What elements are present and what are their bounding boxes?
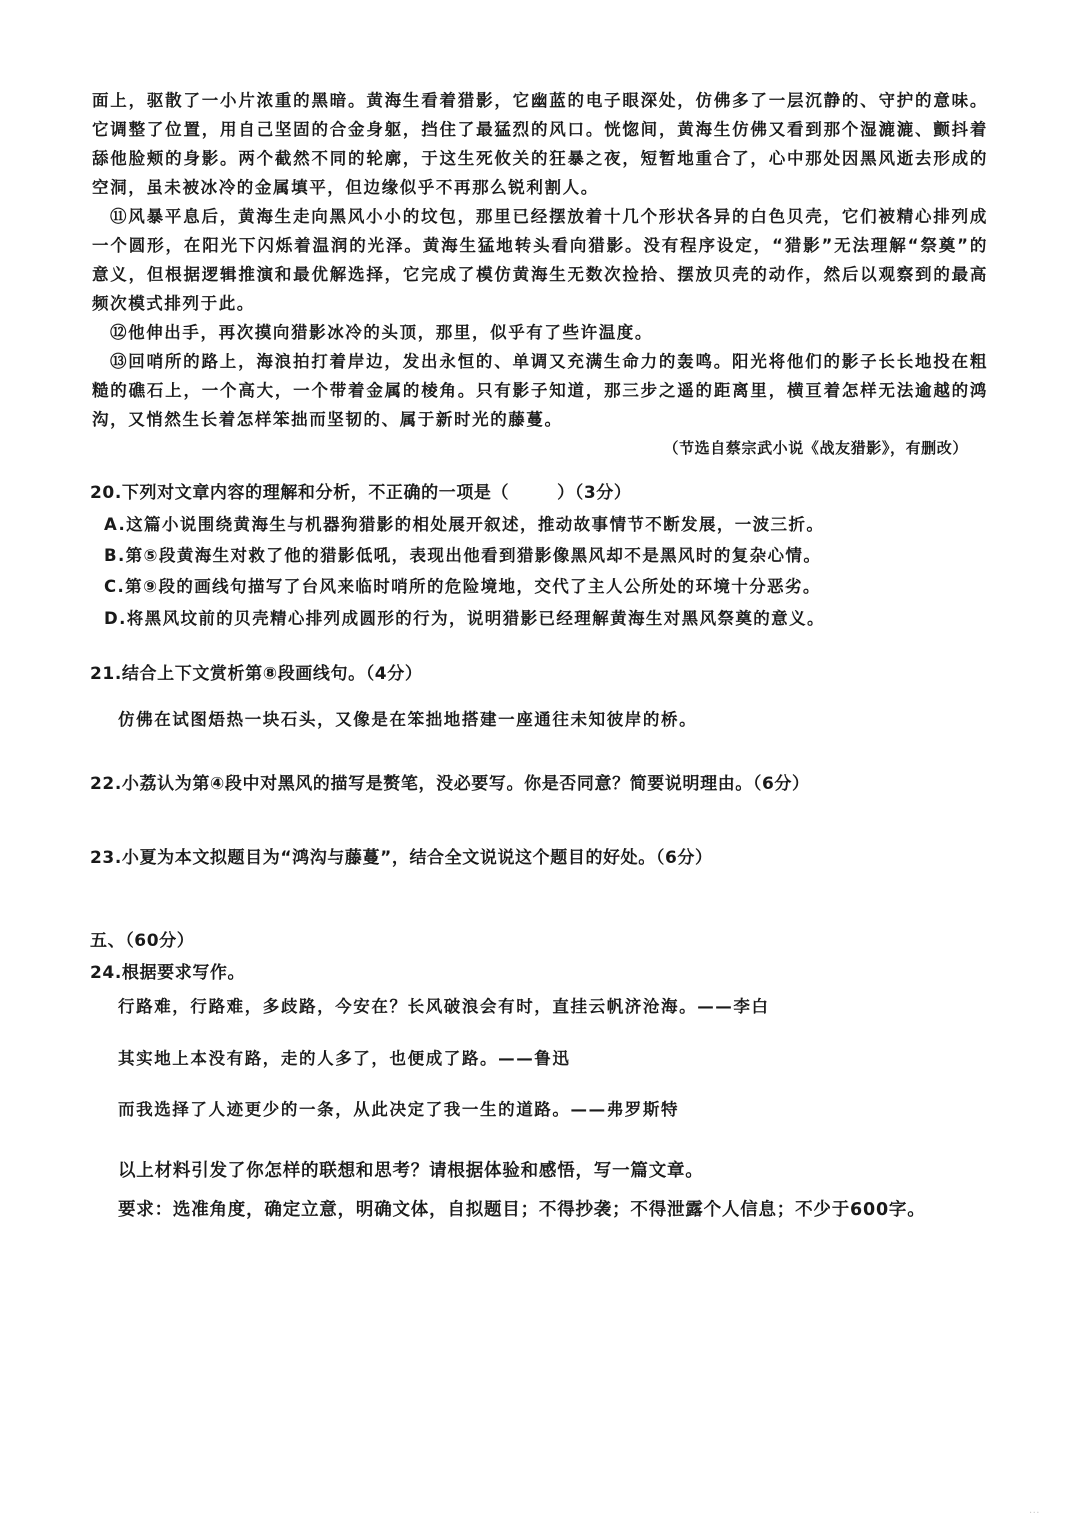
question-20-stem-end: ）（3分）	[557, 483, 632, 503]
passage-paragraph-continued: 面上，驱散了一小片浓重的黑暗。黄海生看着猎影，它幽蓝的电子眼深处，仿佛多了一层沉静的、守护的意味。它调整了位置，用自己坚固的合金身躯，挡住了最猛烈的风口。恍惚间，黄海生仿佛又看到那个湿漉漉、颤抖着舔他脸颊的身影。两个截然不同的轮廓，于这生死攸关的狂暴之夜，短暂地重合了，心中那处因黑风逝去形成的空洞，虽未被冰冷的金属填平，但边缘似乎不再那么锐利割人。	[92, 91, 988, 197]
question-20-option-d: D.将黑风坟前的贝壳精心排列成圆形的行为，说明猎影已经理解黄海生对黑风祭奠的意义。	[104, 609, 825, 628]
question-21-quote: 仿佛在试图焐热一块石头，又像是在笨拙地搭建一座通往未知彼岸的桥。	[118, 710, 698, 729]
question-21-stem: 21.结合上下文赏析第⑧段画线句。（4分）	[90, 664, 423, 684]
passage-paragraph-12: ⑫他伸出手，再次摸向猎影冰冷的头顶，那里，似乎有了些许温度。	[110, 323, 653, 342]
writing-material-quote-2: 其实地上本没有路，走的人多了，也便成了路。——鲁迅	[118, 1049, 571, 1068]
section-5-heading: 五、（60分）	[90, 931, 195, 951]
writing-material-quote-1: 行路难，行路难，多歧路，今安在？长风破浪会有时，直挂云帆济沧海。——李白	[118, 997, 770, 1016]
question-24-stem: 24.根据要求写作。	[90, 963, 246, 983]
corner-watermark: ···	[1028, 1508, 1040, 1519]
question-22-stem: 22.小荔认为第④段中对黑风的描写是赘笔，没必要写。你是否同意？简要说明理由。（6分）	[90, 774, 810, 794]
writing-material-quote-3: 而我选择了人迹更少的一条，从此决定了我一生的道路。——弗罗斯特	[118, 1100, 680, 1119]
question-23-stem: 23.小夏为本文拟题目为“鸿沟与藤蔓”，结合全文说说这个题目的好处。（6分）	[90, 848, 713, 868]
passage-paragraph-13: ⑬回哨所的路上，海浪拍打着岸边，发出永恒的、单调又充满生命力的轰鸣。阳光将他们的影子长长地投在粗糙的礁石上，一个高大，一个带着金属的棱角。只有影子知道，那三步之遥的距离里，横亘着怎样无法逾越的鸿沟，又悄然生长着怎样笨拙而坚韧的、属于新时光的藤蔓。	[92, 352, 988, 429]
writing-requirements: 要求：选准角度，确定立意，明确文体，自拟题目；不得抄袭；不得泄露个人信息；不少于600字。	[118, 1200, 926, 1220]
question-20-option-a: A.这篇小说围绕黄海生与机器狗猎影的相处展开叙述，推动故事情节不断发展，一波三折。	[104, 515, 825, 534]
question-20-stem	[90, 480, 631, 506]
question-20-stem-start: 20.下列对文章内容的理解和分析，不正确的一项是（	[90, 483, 510, 503]
passage-source: （节选自蔡宗武小说《战友猎影》，有删改）	[663, 439, 968, 457]
question-20-option-b: B.第⑤段黄海生对救了他的猎影低吼，表现出他看到猎影像黑风却不是黑风时的复杂心情。	[104, 546, 822, 565]
reading-passage	[92, 86, 988, 434]
question-20-option-c: C.第⑨段的画线句描写了台风来临时哨所的危险境地，交代了主人公所处的环境十分恶劣。	[104, 577, 821, 596]
writing-prompt: 以上材料引发了你怎样的联想和思考？请根据体验和感悟，写一篇文章。	[118, 1161, 704, 1181]
passage-paragraph-11: ⑪风暴平息后，黄海生走向黑风小小的坟包，那里已经摆放着十几个形状各异的白色贝壳，它们被精心排列成一个圆形，在阳光下闪烁着温润的光泽。黄海生猛地转头看向猎影。没有程序设定，“猎影”无法理解“祭奠”的意义，但根据逻辑推演和最优解选择，它完成了模仿黄海生无数次捡拾、摆放贝壳的动作，然后以观察到的最高频次模式排列于此。	[92, 207, 988, 313]
